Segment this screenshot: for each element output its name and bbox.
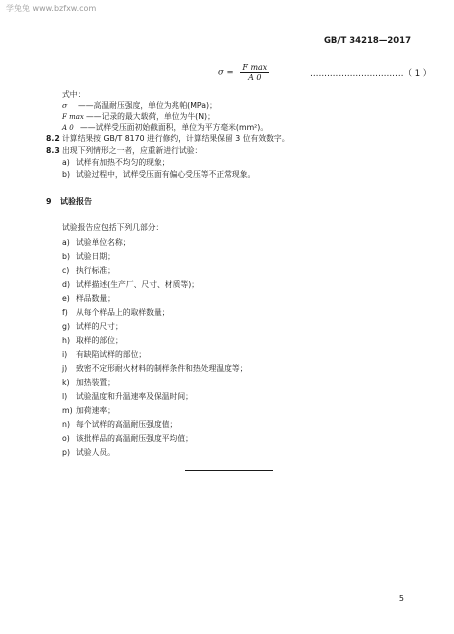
list-text: 致密不定形耐火材料的制样条件和热处理温度等； <box>76 364 248 373</box>
clause-text: 计算结果按 GB/T 8170 进行修约，计算结果保留 3 位有效数字。 <box>62 134 290 143</box>
where-desc: ——试样受压面初始截面积，单位为平方毫米(mm²)。 <box>80 123 269 132</box>
list-text: 试验温度和升温速率及保温时间； <box>76 392 193 401</box>
list-text: 每个试样的高温耐压强度值； <box>76 420 178 429</box>
list-marker: b) <box>62 170 70 179</box>
list-item <box>62 279 199 291</box>
list-text: 加荷速率； <box>76 406 115 415</box>
where-desc: ——记录的最大载荷，单位为牛(N)； <box>86 112 215 121</box>
list-text: 加热装置； <box>76 378 115 387</box>
list-marker: d) <box>62 280 70 289</box>
list-marker: o) <box>62 434 70 443</box>
standard-number: GB/T 34218—2017 <box>323 36 411 46</box>
list-marker: p) <box>62 448 70 457</box>
where-symbol: σ <box>62 101 68 110</box>
list-marker: n) <box>62 420 70 429</box>
list-marker: l) <box>62 392 68 401</box>
list-marker: g) <box>62 322 70 331</box>
list-item <box>62 251 115 263</box>
list-text: 试样有加热不均匀的现象； <box>76 158 170 167</box>
list-item <box>62 335 123 347</box>
clause-8-2 <box>46 133 290 145</box>
list-text: 有缺陷试样的部位； <box>76 350 147 359</box>
clause-number: 8.3 <box>46 146 60 155</box>
section-heading <box>46 196 92 207</box>
list-marker: a) <box>62 238 70 247</box>
list-text: 试样描述(生产厂、尺寸、材质等)； <box>76 280 200 289</box>
list-marker: f) <box>62 308 68 317</box>
list-item <box>62 265 115 277</box>
clause-number: 8.2 <box>46 134 60 143</box>
list-text: 取样的部位； <box>76 336 123 345</box>
list-item <box>62 363 248 375</box>
list-item <box>62 419 177 431</box>
list-marker: c) <box>62 266 70 275</box>
list-marker: k) <box>62 378 70 387</box>
list-item <box>62 169 255 181</box>
list-item <box>62 157 170 169</box>
list-marker: a) <box>62 158 70 167</box>
formula-fraction <box>240 63 269 82</box>
list-text: 该批样品的高温耐压强度平均值； <box>76 434 193 443</box>
watermark: 学兔兔 www.bzfxw.com <box>6 4 97 13</box>
formula-denominator: A 0 <box>248 73 262 82</box>
clause-text: 出现下列情形之一者，应重新进行试验： <box>62 146 203 155</box>
list-text: 试验单位名称； <box>76 238 131 247</box>
list-marker: j) <box>62 364 68 373</box>
list-item <box>62 377 115 389</box>
page-number: 5 <box>398 594 404 603</box>
formula-numerator: F max <box>242 63 268 72</box>
list-marker: b) <box>62 252 70 261</box>
list-item <box>62 349 146 361</box>
section-title: 试验报告 <box>60 197 92 206</box>
formula-lhs: σ = <box>218 67 234 78</box>
list-item <box>62 447 115 459</box>
section-number: 9 <box>46 197 52 206</box>
list-item <box>62 293 115 305</box>
section-intro: 试验报告应包括下列几部分： <box>62 223 164 232</box>
list-item <box>62 433 193 445</box>
formula <box>218 63 269 82</box>
list-item <box>62 307 170 319</box>
list-marker: i) <box>62 350 68 359</box>
list-marker: h) <box>62 336 70 345</box>
list-marker: e) <box>62 294 70 303</box>
where-symbol: F max <box>62 113 84 121</box>
list-text: 样品数量； <box>76 294 115 303</box>
list-item <box>62 237 131 249</box>
list-item <box>62 321 123 333</box>
end-divider <box>185 470 273 471</box>
clause-8-3 <box>46 145 202 157</box>
where-desc: ——高温耐压强度，单位为兆帕(MPa)； <box>78 101 217 110</box>
list-item <box>62 405 115 417</box>
equation-number: ……………………………（ 1 ） <box>310 69 432 79</box>
list-text: 执行标准； <box>76 266 115 275</box>
list-marker: m) <box>62 406 73 415</box>
list-item <box>62 391 193 403</box>
where-intro: 式中： <box>62 90 86 99</box>
list-text: 从每个样品上的取样数量； <box>76 308 170 317</box>
where-symbol: A 0 <box>62 124 74 132</box>
list-text: 试验过程中，试样受压面有偏心受压等不正常现象。 <box>76 170 256 179</box>
list-text: 试验人员。 <box>76 448 115 457</box>
list-text: 试验日期； <box>76 252 115 261</box>
list-text: 试样的尺寸； <box>76 322 123 331</box>
